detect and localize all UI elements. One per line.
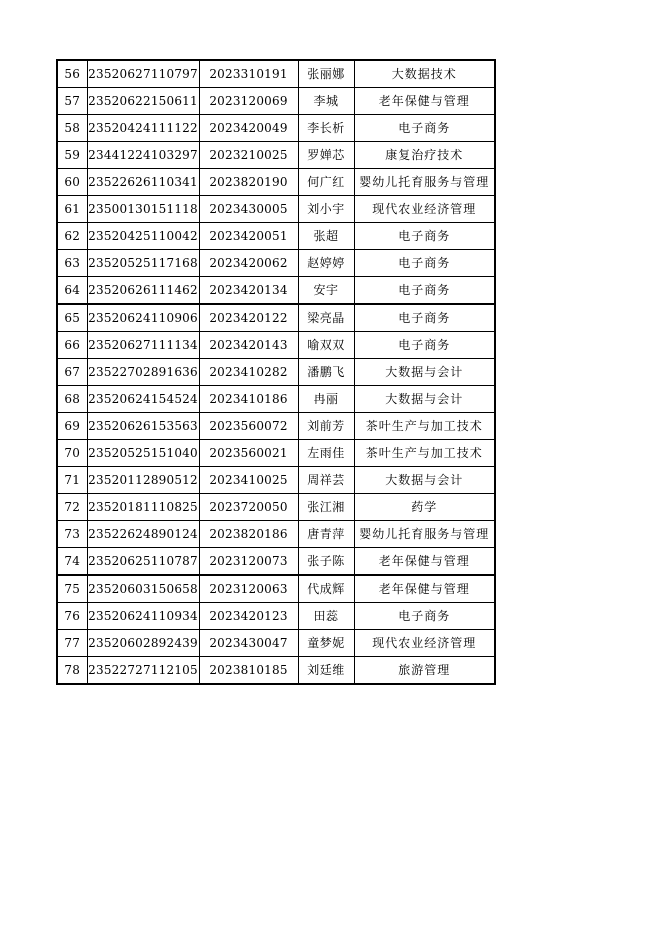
row-number-cell: 71	[57, 467, 87, 494]
student-id-cell: 2023420143	[199, 332, 298, 359]
student-id-cell: 2023430047	[199, 630, 298, 657]
exam-id-cell: 23522727112105	[87, 657, 199, 685]
name-cell: 赵婷婷	[298, 250, 354, 277]
major-cell: 电子商务	[354, 250, 495, 277]
name-cell: 安宇	[298, 277, 354, 305]
student-id-cell: 2023810185	[199, 657, 298, 685]
student-id-cell: 2023720050	[199, 494, 298, 521]
major-cell: 大数据与会计	[354, 467, 495, 494]
exam-id-cell: 23520424111122	[87, 115, 199, 142]
table-row	[57, 548, 495, 576]
student-id-cell: 2023120073	[199, 548, 298, 576]
table-row	[57, 467, 495, 494]
exam-id-cell: 23520603150658	[87, 575, 199, 603]
table-row	[57, 386, 495, 413]
student-id-cell: 2023820190	[199, 169, 298, 196]
row-number-cell: 78	[57, 657, 87, 685]
major-cell: 老年保健与管理	[354, 88, 495, 115]
exam-id-cell: 23500130151118	[87, 196, 199, 223]
row-number-cell: 74	[57, 548, 87, 576]
table-row	[57, 88, 495, 115]
major-cell: 老年保健与管理	[354, 575, 495, 603]
exam-id-cell: 23520602892439	[87, 630, 199, 657]
major-cell: 现代农业经济管理	[354, 196, 495, 223]
table-row	[57, 196, 495, 223]
row-number-cell: 70	[57, 440, 87, 467]
exam-id-cell: 23520525117168	[87, 250, 199, 277]
name-cell: 刘前芳	[298, 413, 354, 440]
row-number-cell: 67	[57, 359, 87, 386]
table-row	[57, 521, 495, 548]
name-cell: 罗婵芯	[298, 142, 354, 169]
major-cell: 电子商务	[354, 223, 495, 250]
major-cell: 旅游管理	[354, 657, 495, 685]
row-number-cell: 59	[57, 142, 87, 169]
row-number-cell: 73	[57, 521, 87, 548]
table-row	[57, 332, 495, 359]
row-number-cell: 76	[57, 603, 87, 630]
row-number-cell: 56	[57, 60, 87, 88]
table-row	[57, 359, 495, 386]
name-cell: 刘廷维	[298, 657, 354, 685]
student-id-cell: 2023420049	[199, 115, 298, 142]
name-cell: 何广红	[298, 169, 354, 196]
student-id-cell: 2023410025	[199, 467, 298, 494]
name-cell: 冉丽	[298, 386, 354, 413]
name-cell: 刘小宇	[298, 196, 354, 223]
name-cell: 喻双双	[298, 332, 354, 359]
row-number-cell: 63	[57, 250, 87, 277]
student-id-cell: 2023420122	[199, 304, 298, 332]
row-number-cell: 72	[57, 494, 87, 521]
student-id-cell: 2023820186	[199, 521, 298, 548]
name-cell: 唐青萍	[298, 521, 354, 548]
name-cell: 左雨佳	[298, 440, 354, 467]
exam-id-cell: 23520525151040	[87, 440, 199, 467]
name-cell: 张丽娜	[298, 60, 354, 88]
table-row	[57, 575, 495, 603]
student-id-cell: 2023420123	[199, 603, 298, 630]
exam-id-cell: 23520112890512	[87, 467, 199, 494]
major-cell: 大数据技术	[354, 60, 495, 88]
row-number-cell: 62	[57, 223, 87, 250]
table-row	[57, 115, 495, 142]
table-row	[57, 250, 495, 277]
major-cell: 老年保健与管理	[354, 548, 495, 576]
name-cell: 代成辉	[298, 575, 354, 603]
row-number-cell: 58	[57, 115, 87, 142]
major-cell: 现代农业经济管理	[354, 630, 495, 657]
student-id-cell: 2023560072	[199, 413, 298, 440]
student-id-cell: 2023420051	[199, 223, 298, 250]
student-id-cell: 2023310191	[199, 60, 298, 88]
exam-id-cell: 23520626111462	[87, 277, 199, 305]
table-row	[57, 169, 495, 196]
name-cell: 田蕊	[298, 603, 354, 630]
exam-id-cell: 23520622150611	[87, 88, 199, 115]
major-cell: 大数据与会计	[354, 386, 495, 413]
table-row	[57, 304, 495, 332]
major-cell: 电子商务	[354, 304, 495, 332]
exam-id-cell: 23520625110787	[87, 548, 199, 576]
student-id-cell: 2023120069	[199, 88, 298, 115]
name-cell: 李城	[298, 88, 354, 115]
row-number-cell: 64	[57, 277, 87, 305]
exam-id-cell: 23522626110341	[87, 169, 199, 196]
student-id-cell: 2023210025	[199, 142, 298, 169]
major-cell: 大数据与会计	[354, 359, 495, 386]
name-cell: 童梦妮	[298, 630, 354, 657]
table-row	[57, 413, 495, 440]
exam-id-cell: 23520624110906	[87, 304, 199, 332]
major-cell: 康复治疗技术	[354, 142, 495, 169]
table-row	[57, 657, 495, 685]
name-cell: 周祥芸	[298, 467, 354, 494]
row-number-cell: 68	[57, 386, 87, 413]
row-number-cell: 57	[57, 88, 87, 115]
exam-id-cell: 23520624110934	[87, 603, 199, 630]
exam-id-cell: 23522624890124	[87, 521, 199, 548]
major-cell: 电子商务	[354, 603, 495, 630]
name-cell: 李长析	[298, 115, 354, 142]
major-cell: 婴幼儿托育服务与管理	[354, 169, 495, 196]
student-id-cell: 2023430005	[199, 196, 298, 223]
row-number-cell: 77	[57, 630, 87, 657]
row-number-cell: 66	[57, 332, 87, 359]
row-number-cell: 61	[57, 196, 87, 223]
student-id-cell: 2023420134	[199, 277, 298, 305]
row-number-cell: 65	[57, 304, 87, 332]
name-cell: 梁亮晶	[298, 304, 354, 332]
student-table	[56, 59, 496, 685]
table-row	[57, 142, 495, 169]
table-row	[57, 440, 495, 467]
exam-id-cell: 23520627110797	[87, 60, 199, 88]
major-cell: 药学	[354, 494, 495, 521]
student-id-cell: 2023420062	[199, 250, 298, 277]
student-id-cell: 2023120063	[199, 575, 298, 603]
exam-id-cell: 23520627111134	[87, 332, 199, 359]
table-row	[57, 60, 495, 88]
student-id-cell: 2023560021	[199, 440, 298, 467]
row-number-cell: 75	[57, 575, 87, 603]
name-cell: 张超	[298, 223, 354, 250]
table-row	[57, 630, 495, 657]
major-cell: 电子商务	[354, 277, 495, 305]
name-cell: 张江湘	[298, 494, 354, 521]
name-cell: 张子陈	[298, 548, 354, 576]
row-number-cell: 60	[57, 169, 87, 196]
major-cell: 电子商务	[354, 115, 495, 142]
major-cell: 茶叶生产与加工技术	[354, 440, 495, 467]
student-id-cell: 2023410282	[199, 359, 298, 386]
table-row	[57, 603, 495, 630]
table-row	[57, 223, 495, 250]
row-number-cell: 69	[57, 413, 87, 440]
exam-id-cell: 23520425110042	[87, 223, 199, 250]
student-id-cell: 2023410186	[199, 386, 298, 413]
exam-id-cell: 23441224103297	[87, 142, 199, 169]
table-row	[57, 494, 495, 521]
exam-id-cell: 23520626153563	[87, 413, 199, 440]
name-cell: 潘鹏飞	[298, 359, 354, 386]
table-row	[57, 277, 495, 305]
exam-id-cell: 23522702891636	[87, 359, 199, 386]
exam-id-cell: 23520181110825	[87, 494, 199, 521]
major-cell: 茶叶生产与加工技术	[354, 413, 495, 440]
major-cell: 电子商务	[354, 332, 495, 359]
exam-id-cell: 23520624154524	[87, 386, 199, 413]
major-cell: 婴幼儿托育服务与管理	[354, 521, 495, 548]
